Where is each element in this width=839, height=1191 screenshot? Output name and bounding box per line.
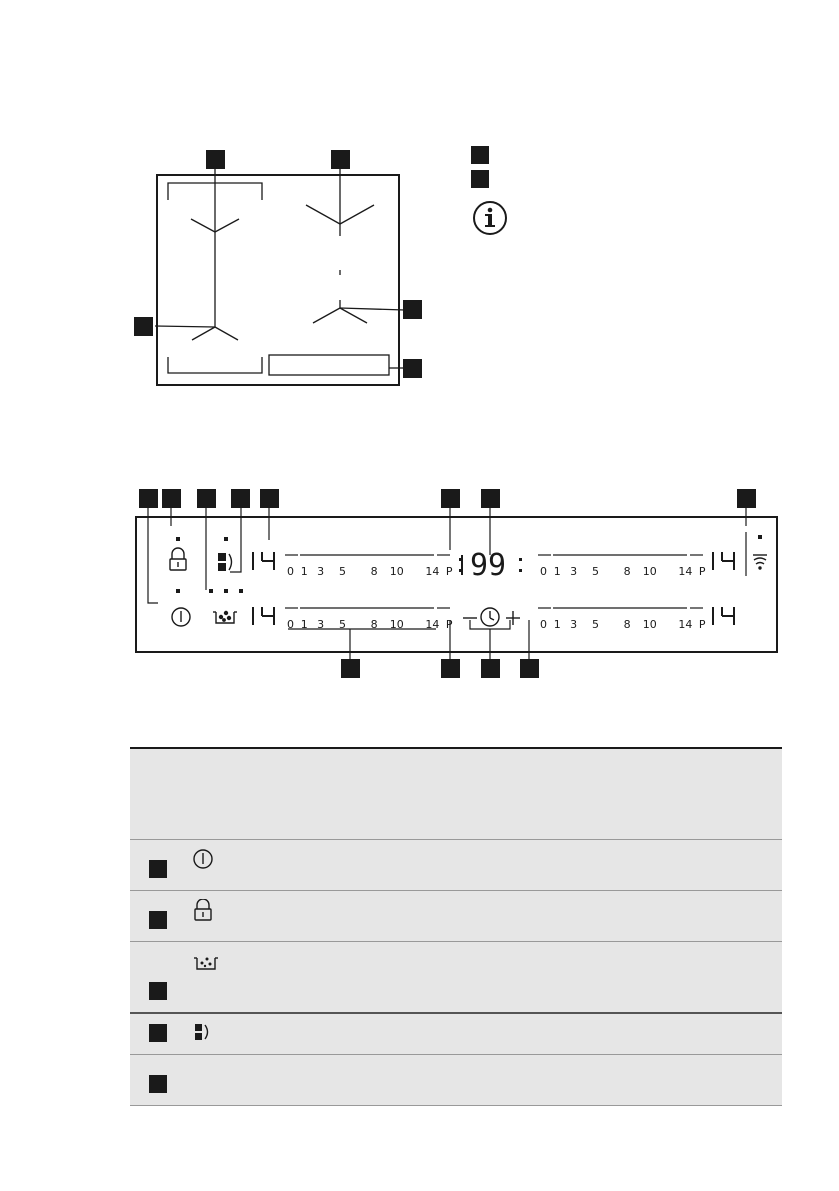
table-row xyxy=(130,891,782,942)
marker-5 xyxy=(403,359,422,378)
zone-bottom-left xyxy=(155,326,238,340)
panel-marker-6 xyxy=(441,489,460,508)
scale-label: 8 xyxy=(370,565,378,578)
scale-label: 1 xyxy=(553,618,561,631)
hob-outline xyxy=(157,175,399,385)
marker-3 xyxy=(134,317,153,336)
scale-label: 0 xyxy=(540,618,547,631)
scale-label: 5 xyxy=(592,618,600,631)
scale-label: 8 xyxy=(623,618,631,631)
scale-label: P xyxy=(698,565,706,578)
table-row-marker xyxy=(149,1075,167,1093)
table-row-marker xyxy=(149,860,167,878)
table-row xyxy=(130,840,782,891)
lock-indicator xyxy=(176,537,180,541)
table-row xyxy=(130,1014,782,1055)
power-display-bottom-right xyxy=(713,607,734,625)
scale-label: P xyxy=(445,618,453,631)
info-icon xyxy=(474,202,506,234)
panel-marker-12 xyxy=(520,659,539,678)
scale-label: 0 xyxy=(287,618,294,631)
table-row xyxy=(130,942,782,1014)
scale-label: 3 xyxy=(570,618,578,631)
table-body xyxy=(130,840,782,1106)
scale-label: 10 xyxy=(389,565,404,578)
panel-marker-4 xyxy=(231,489,250,508)
scale-label: 3 xyxy=(570,565,578,578)
power-icon xyxy=(192,848,218,870)
scale-label: 14 xyxy=(678,565,693,578)
power-indicator xyxy=(176,589,180,593)
bridge-indicator xyxy=(224,537,228,541)
leader-scale xyxy=(288,629,436,659)
scale-label: 3 xyxy=(317,565,325,578)
hob-diagram xyxy=(0,0,839,440)
timer-digits: 99 xyxy=(470,548,507,583)
panel-marker-9 xyxy=(341,659,360,678)
scale-label: P xyxy=(698,618,706,631)
scale-label: 1 xyxy=(300,565,308,578)
marker-1 xyxy=(206,150,225,169)
hob2hood-icon xyxy=(753,555,767,569)
scale-label: 8 xyxy=(623,565,631,578)
function-table xyxy=(130,747,782,1106)
scale-label: 1 xyxy=(553,565,561,578)
scale-label: 10 xyxy=(642,565,657,578)
scale-label: 3 xyxy=(317,618,325,631)
scale-label: 5 xyxy=(339,565,347,578)
table-row xyxy=(130,1055,782,1106)
panel-marker-1 xyxy=(139,489,158,508)
legend-marker-2 xyxy=(471,170,489,188)
timer-plus-icon xyxy=(506,611,520,625)
scale-label: 10 xyxy=(389,618,404,631)
power-display-bottom-left xyxy=(253,607,274,625)
hob2hood-indicator xyxy=(758,535,762,539)
bridge-function-icon xyxy=(192,1022,218,1044)
panel-marker-8 xyxy=(737,489,756,508)
control-panel-diagram xyxy=(0,480,839,690)
panel-marker-3 xyxy=(197,489,216,508)
bridge-function-icon xyxy=(218,553,232,571)
power-display-top-left xyxy=(253,552,274,570)
scale-label: 5 xyxy=(592,565,600,578)
lock-icon xyxy=(192,899,218,921)
table-row-marker xyxy=(149,1024,167,1042)
power-icon xyxy=(172,608,190,626)
table-header xyxy=(130,747,782,840)
pan-detection-icon xyxy=(213,612,237,624)
panel-marker-2 xyxy=(162,489,181,508)
bridge-zone-bottom-bracket xyxy=(168,357,262,373)
scale-label: 14 xyxy=(678,618,693,631)
scale-label: 0 xyxy=(540,565,547,578)
zone-bottom-right xyxy=(313,300,405,323)
panel-marker-11 xyxy=(481,659,500,678)
scale-label: P xyxy=(445,565,453,578)
timer-display xyxy=(459,548,522,583)
scale-label: 14 xyxy=(425,618,440,631)
lock-icon xyxy=(170,548,186,570)
scale-label: 5 xyxy=(339,618,347,631)
scale-label: 14 xyxy=(425,565,440,578)
scale-label: 0 xyxy=(287,565,294,578)
leader-onoff xyxy=(148,508,158,603)
panel-outline xyxy=(136,517,777,652)
legend-marker-1 xyxy=(471,146,489,164)
panel-marker-10 xyxy=(441,659,460,678)
scale-label: 1 xyxy=(300,618,308,631)
marker-4 xyxy=(403,300,422,319)
table-row-marker xyxy=(149,911,167,929)
power-display-top-right xyxy=(713,552,734,570)
pan-detection-icon xyxy=(192,950,218,972)
panel-marker-5 xyxy=(260,489,279,508)
table-row-marker xyxy=(149,982,167,1000)
timer-icon xyxy=(481,608,499,626)
marker-2 xyxy=(331,150,350,169)
panel-marker-7 xyxy=(481,489,500,508)
pan-detection-dots xyxy=(209,589,243,593)
scale-label: 10 xyxy=(642,618,657,631)
scale-label: 8 xyxy=(370,618,378,631)
control-panel-strip xyxy=(269,355,389,375)
